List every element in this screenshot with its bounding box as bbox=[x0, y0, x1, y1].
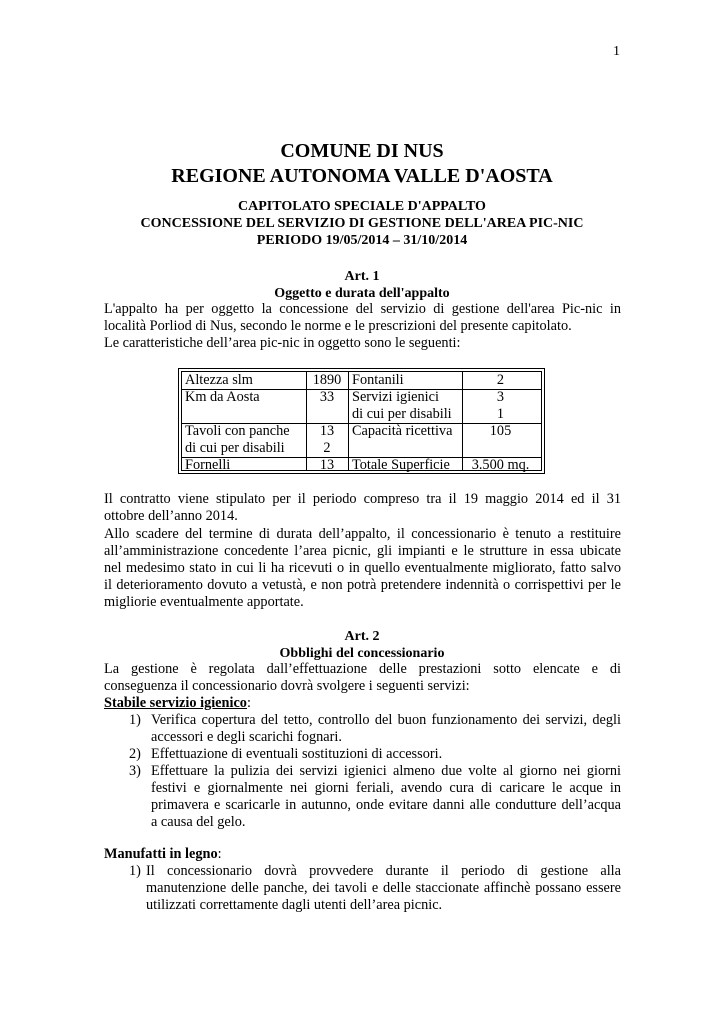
art1-paragraph-line: Le caratteristiche dell’area pic-nic in oggetto sono le seguenti: bbox=[104, 335, 461, 351]
table-cell: Altezza slm bbox=[185, 372, 253, 388]
list-item-line: Verifica copertura del tetto, controllo del buon funzionamento dei servizi, degli bbox=[151, 712, 621, 728]
table-cell: 2 bbox=[323, 440, 331, 456]
art1-paragraph-line: all’amministrazione concedente l’area picnic, gli impianti e le strutture in essa ubicate bbox=[104, 543, 621, 559]
art1-paragraph-line: Allo scadere del termine di durata dell’appalto, il concessionario è tenuto a restituire bbox=[104, 526, 621, 542]
art1-title: Oggetto e durata dell'appalto bbox=[274, 286, 450, 301]
section-title: Stabile servizio igienico bbox=[104, 695, 247, 711]
list-item-line: Effettuare la pulizia dei servizi igienici almeno due volte al giorno nei giorni bbox=[151, 763, 621, 779]
list-number: 1) bbox=[129, 712, 141, 728]
table-cell: Km da Aosta bbox=[185, 389, 260, 405]
table-cell: 3.500 mq. bbox=[471, 457, 530, 473]
list-item-line: Il concessionario dovrà provvedere durante il periodo di gestione alla bbox=[146, 863, 621, 879]
document-type: CAPITOLATO SPECIALE D'APPALTO bbox=[238, 199, 486, 214]
characteristics-table bbox=[178, 368, 545, 474]
section-title: Manufatti in legno bbox=[104, 846, 218, 862]
art1-number: Art. 1 bbox=[344, 269, 380, 284]
table-cell: 1 bbox=[496, 406, 505, 422]
page-number: 1 bbox=[613, 44, 620, 59]
table-cell: Fontanili bbox=[352, 372, 404, 388]
table-cell: 2 bbox=[496, 372, 505, 388]
section-colon: : bbox=[217, 846, 222, 862]
list-number: 2) bbox=[129, 746, 141, 762]
table-cell: Capacità ricettiva bbox=[352, 423, 453, 439]
list-number: 1) bbox=[129, 863, 141, 879]
art2-paragraph-line: conseguenza il concessionario dovrà svolgere i seguenti servizi: bbox=[104, 678, 470, 694]
art1-paragraph-line: località Porliod di Nus, secondo le norme e le prescrizioni del presente capitolato. bbox=[104, 318, 572, 334]
section-colon: : bbox=[246, 695, 251, 711]
art1-paragraph-line: L'appalto ha per oggetto la concessione del servizio di gestione dell'area Pic-nic in bbox=[104, 301, 621, 317]
art2-title: Obblighi del concessionario bbox=[279, 646, 445, 661]
art1-paragraph-line: il deterioramento dovuto a vetustà, e non potrà pretendere indennità o corrispettivi per le bbox=[104, 577, 621, 593]
municipality-title: COMUNE DI NUS bbox=[280, 140, 444, 162]
table-cell: 13 bbox=[319, 423, 335, 439]
table-cell: Fornelli bbox=[185, 457, 231, 473]
section-heading bbox=[104, 846, 621, 863]
art1-paragraph-line: nel medesimo stato in cui li ha ricevuti o in quello eventualmente migliorato, fatto salvo bbox=[104, 560, 621, 576]
art2-paragraph-line: La gestione è regolata dall’effettuazione delle prestazioni sotto elencate e di bbox=[104, 661, 621, 677]
table-cell: 1890 bbox=[312, 372, 342, 388]
document-subject: CONCESSIONE DEL SERVIZIO DI GESTIONE DELL'AREA PIC-NIC bbox=[140, 216, 584, 231]
region-title: REGIONE AUTONOMA VALLE D'AOSTA bbox=[171, 165, 553, 187]
table-cell: Servizi igienici bbox=[352, 389, 439, 405]
section-heading bbox=[104, 695, 621, 712]
list-item-line: utilizzati correttamente dagli utenti dell’area picnic. bbox=[146, 897, 443, 913]
art2-number: Art. 2 bbox=[344, 629, 380, 644]
table-cell: 105 bbox=[489, 423, 512, 439]
art1-paragraph-line: Il contratto viene stipulato per il periodo compreso tra il 19 maggio 2014 ed il 31 bbox=[104, 491, 621, 507]
art1-paragraph-line: ottobre dell’anno 2014. bbox=[104, 508, 238, 524]
table-cell: 33 bbox=[319, 389, 335, 405]
table-cell: 13 bbox=[319, 457, 335, 473]
list-item-line: primavera e scaricarle in autunno, onde evitare danni alle condutture dell’acqua bbox=[151, 797, 621, 813]
table-cell: di cui per disabili bbox=[185, 440, 285, 456]
table-cell: Totale Superficie bbox=[352, 457, 450, 473]
list-item-line: festivi e giornalmente nei giorni feriali, avendo cura di caricare le acque in bbox=[151, 780, 621, 796]
list-item-line: accessori e degli scarichi fognari. bbox=[151, 729, 342, 745]
document-period: PERIODO 19/05/2014 – 31/10/2014 bbox=[256, 233, 468, 248]
art1-paragraph-line: migliorie eventualmente apportate. bbox=[104, 594, 304, 610]
table-cell: di cui per disabili bbox=[352, 406, 452, 422]
table-cell: 3 bbox=[496, 389, 505, 405]
table-cell: Tavoli con panche bbox=[185, 423, 290, 439]
list-item-line: a causa del gelo. bbox=[151, 814, 246, 830]
list-item-line: manutenzione delle panche, dei tavoli e delle staccionate affinchè possano essere bbox=[146, 880, 621, 896]
list-item-line: Effettuazione di eventuali sostituzioni di accessori. bbox=[151, 746, 443, 762]
list-number: 3) bbox=[129, 763, 141, 779]
